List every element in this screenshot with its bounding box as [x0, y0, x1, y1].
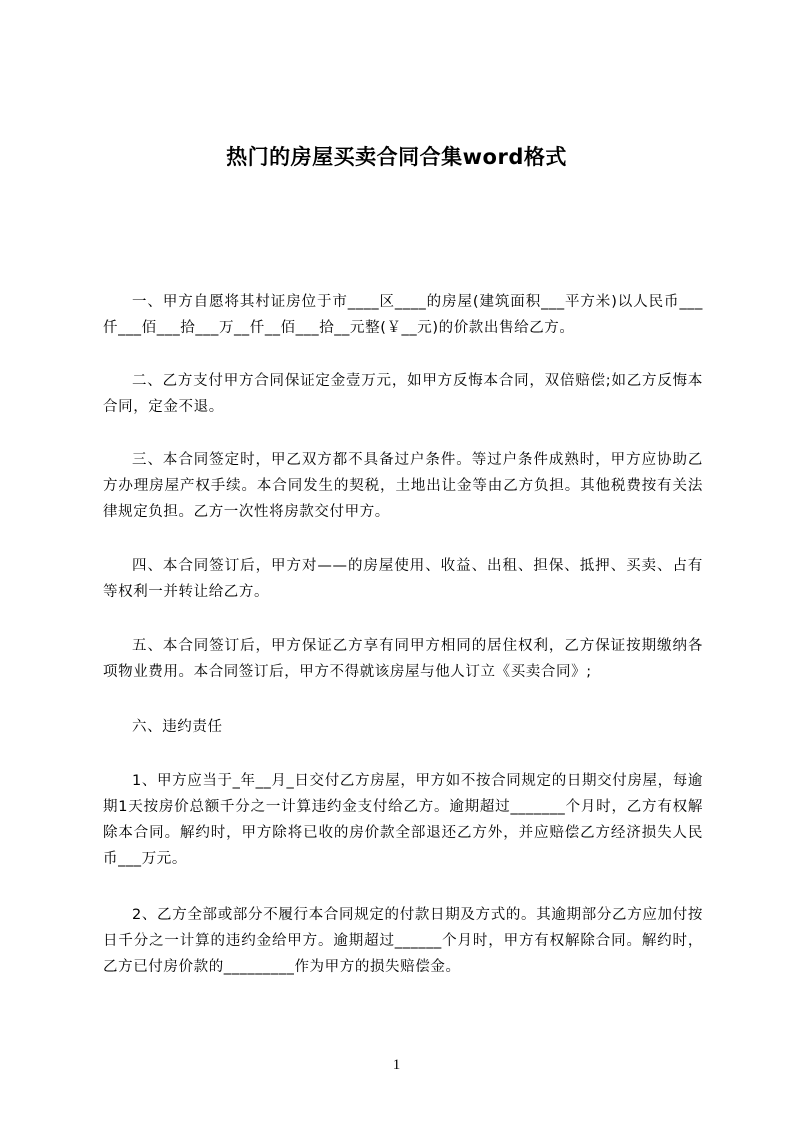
- clause-6-item-2: 2、乙方全部或部分不履行本合同规定的付款日期及方式的。其逾期部分乙方应加付按日千分之一计算的违约金给甲方。逾期超过______个月时，甲方有权解除合同。解约时，乙方已付房价款的_________作为甲方的损失赔偿金。: [103, 907, 703, 975]
- document-title: 热门的房屋买卖合同合集word格式: [226, 145, 567, 169]
- clause-2: 二、乙方支付甲方合同保证定金壹万元，如甲方反悔本合同，双倍赔偿;如乙方反悔本合同，定金不退。: [103, 373, 703, 415]
- clause-5: 五、本合同签订后，甲方保证乙方享有同甲方相同的居住权利，乙方保证按期缴纳各项物业费用。本合同签订后，甲方不得就该房屋与他人订立《买卖合同》;: [103, 638, 703, 680]
- clause-6-heading: 六、违约责任: [132, 719, 223, 735]
- clause-4: 四、本合同签订后，甲方对——的房屋使用、收益、出租、担保、抵押、买卖、占有等权利一并转让给乙方。: [103, 558, 703, 600]
- clause-3: 三、本合同签定时，甲乙双方都不具备过户条件。等过户条件成熟时，甲方应协助乙方办理房屋产权手续。本合同发生的契税，土地出让金等由乙方负担。其他税费按有关法律规定负担。乙方一次性将房款交付甲方。: [103, 452, 703, 520]
- page-number: 1: [392, 1057, 401, 1073]
- clause-1: 一、甲方自愿将其村证房位于市____区____的房屋(建筑面积___平方米)以人民币___仟___佰___拾___万__仟__佰___拾__元整(￥__元)的价款出售给乙方。: [103, 294, 703, 336]
- clause-6-item-1: 1、甲方应当于_年__月_日交付乙方房屋，甲方如不按合同规定的日期交付房屋，每逾期1天按房价总额千分之一计算违约金支付给乙方。逾期超过_______个月时，乙方有权解除本合同。解约时，甲方除将已收的房价款全部退还乙方外，并应赔偿乙方经济损失人民币___万元。: [103, 773, 703, 867]
